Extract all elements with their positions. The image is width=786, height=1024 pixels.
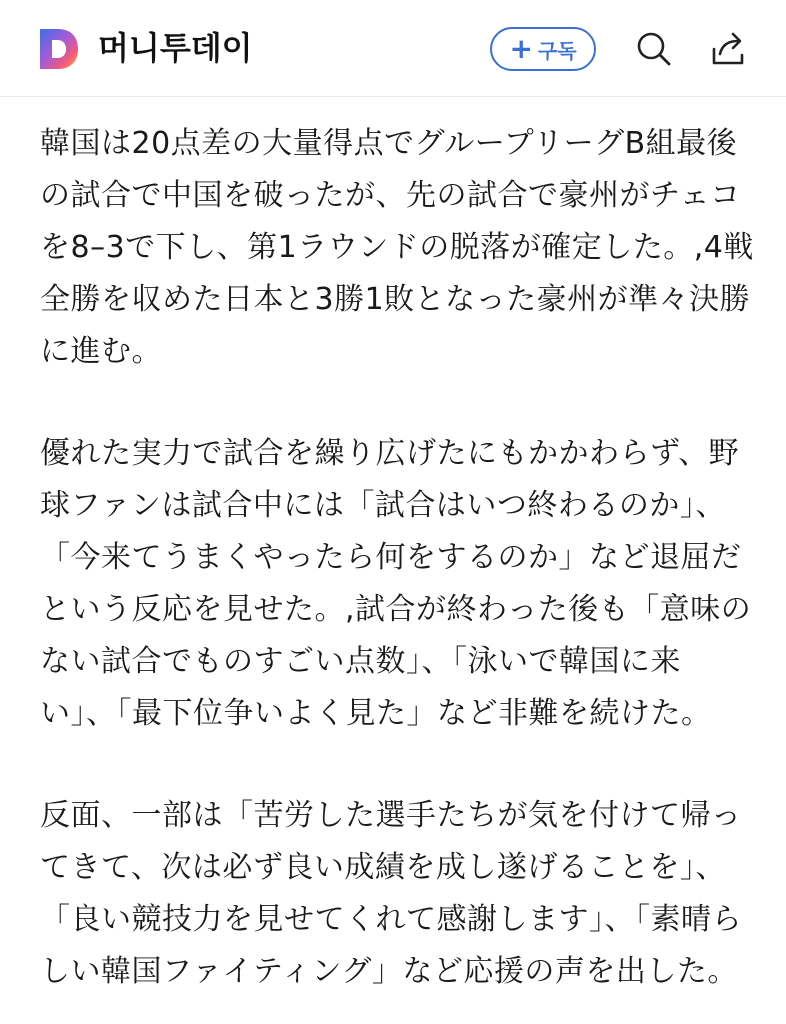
brand-name[interactable]: 머니투데이 (98, 29, 253, 67)
article-paragraph: 反面、一部は「苦労した選手たちが気を付けて帰ってきて、次は必ず良い成績を成し遂げることを」、「良い競技力を見せてくれて感謝します」、「素晴らしい韓国ファイティング」など応援の声を出した。 (40, 798, 742, 989)
app-header (0, 0, 786, 97)
share-icon[interactable] (708, 29, 748, 69)
article-paragraph: 優れた実力で試合を繰り広げたにもかかわらず、野球ファンは試合中には「試合はいつ終わるのか」、「今来てうまくやったら何をするのか」など退屈だという反応を見せた。,試合が終わった後も「意味のない試合でものすごい点数」、「泳いで韓国に来い」、「最下位争いよく見た」など非難を続けた。 (40, 436, 752, 731)
plus-icon: + (509, 32, 533, 65)
subscribe-button[interactable] (490, 27, 596, 71)
subscribe-label: 구독 (537, 38, 577, 63)
money-today-logo (38, 27, 80, 71)
article-body (40, 118, 756, 1024)
search-icon[interactable] (634, 29, 674, 69)
article-paragraph: 韓国は20点差の大量得点でグループリーグB組最後の試合で中国を破ったが、先の試合で豪州がチェコを8–3で下し、第1ラウンドの脱落が確定した。,4戦全勝を収めた日本と3勝1敗となった豪州が準々決勝に進む。 (40, 126, 754, 369)
